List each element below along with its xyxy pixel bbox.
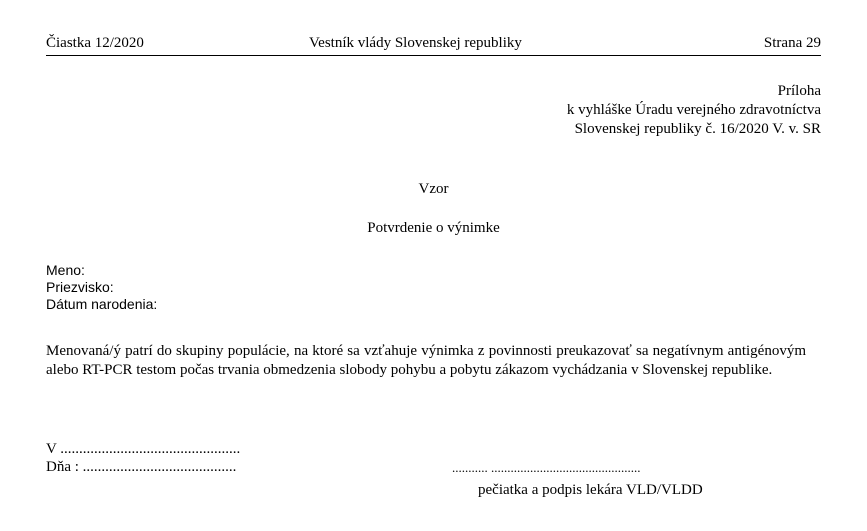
field-birthdate: Dátum narodenia: bbox=[46, 296, 158, 312]
signature-caption: pečiatka a podpis lekára VLD/VLDD bbox=[478, 482, 703, 498]
exemption-statement: Menovaná/ý patrí do skupiny populácie, na ktoré sa vzťahuje výnimka z povinnosti preukazovať sa negatívnym antigénovým alebo RT-PCR testom počas trvania obmedzenia slobody pohybu a pobytu zákazom vychádzania v Slovenskej republike. bbox=[46, 343, 806, 378]
field-name: Meno: bbox=[46, 262, 85, 278]
annex-label: Príloha bbox=[777, 83, 821, 99]
personal-fields bbox=[46, 262, 157, 313]
date-line: Dňa : ......................................... bbox=[46, 459, 237, 475]
annex-reference: Slovenskej republiky č. 16/2020 V. v. SR bbox=[574, 121, 821, 137]
page-header bbox=[46, 35, 821, 55]
journal-title: Vestník vlády Slovenskej republiky bbox=[309, 35, 522, 51]
form-template-label: Vzor bbox=[418, 181, 449, 197]
signature-line: ........... .............................................. bbox=[452, 460, 641, 475]
place-date-block bbox=[46, 440, 240, 476]
issue-number: Čiastka 12/2020 bbox=[46, 35, 144, 51]
place-line: V ................................................ bbox=[46, 441, 241, 457]
page-number: Strana 29 bbox=[763, 35, 821, 51]
annex-decree: k vyhláške Úradu verejného zdravotníctva bbox=[566, 102, 821, 118]
form-title: Potvrdenie o výnimke bbox=[367, 220, 500, 236]
header-divider bbox=[46, 55, 821, 56]
annex-block bbox=[567, 82, 821, 139]
field-surname: Priezvisko: bbox=[46, 279, 114, 295]
